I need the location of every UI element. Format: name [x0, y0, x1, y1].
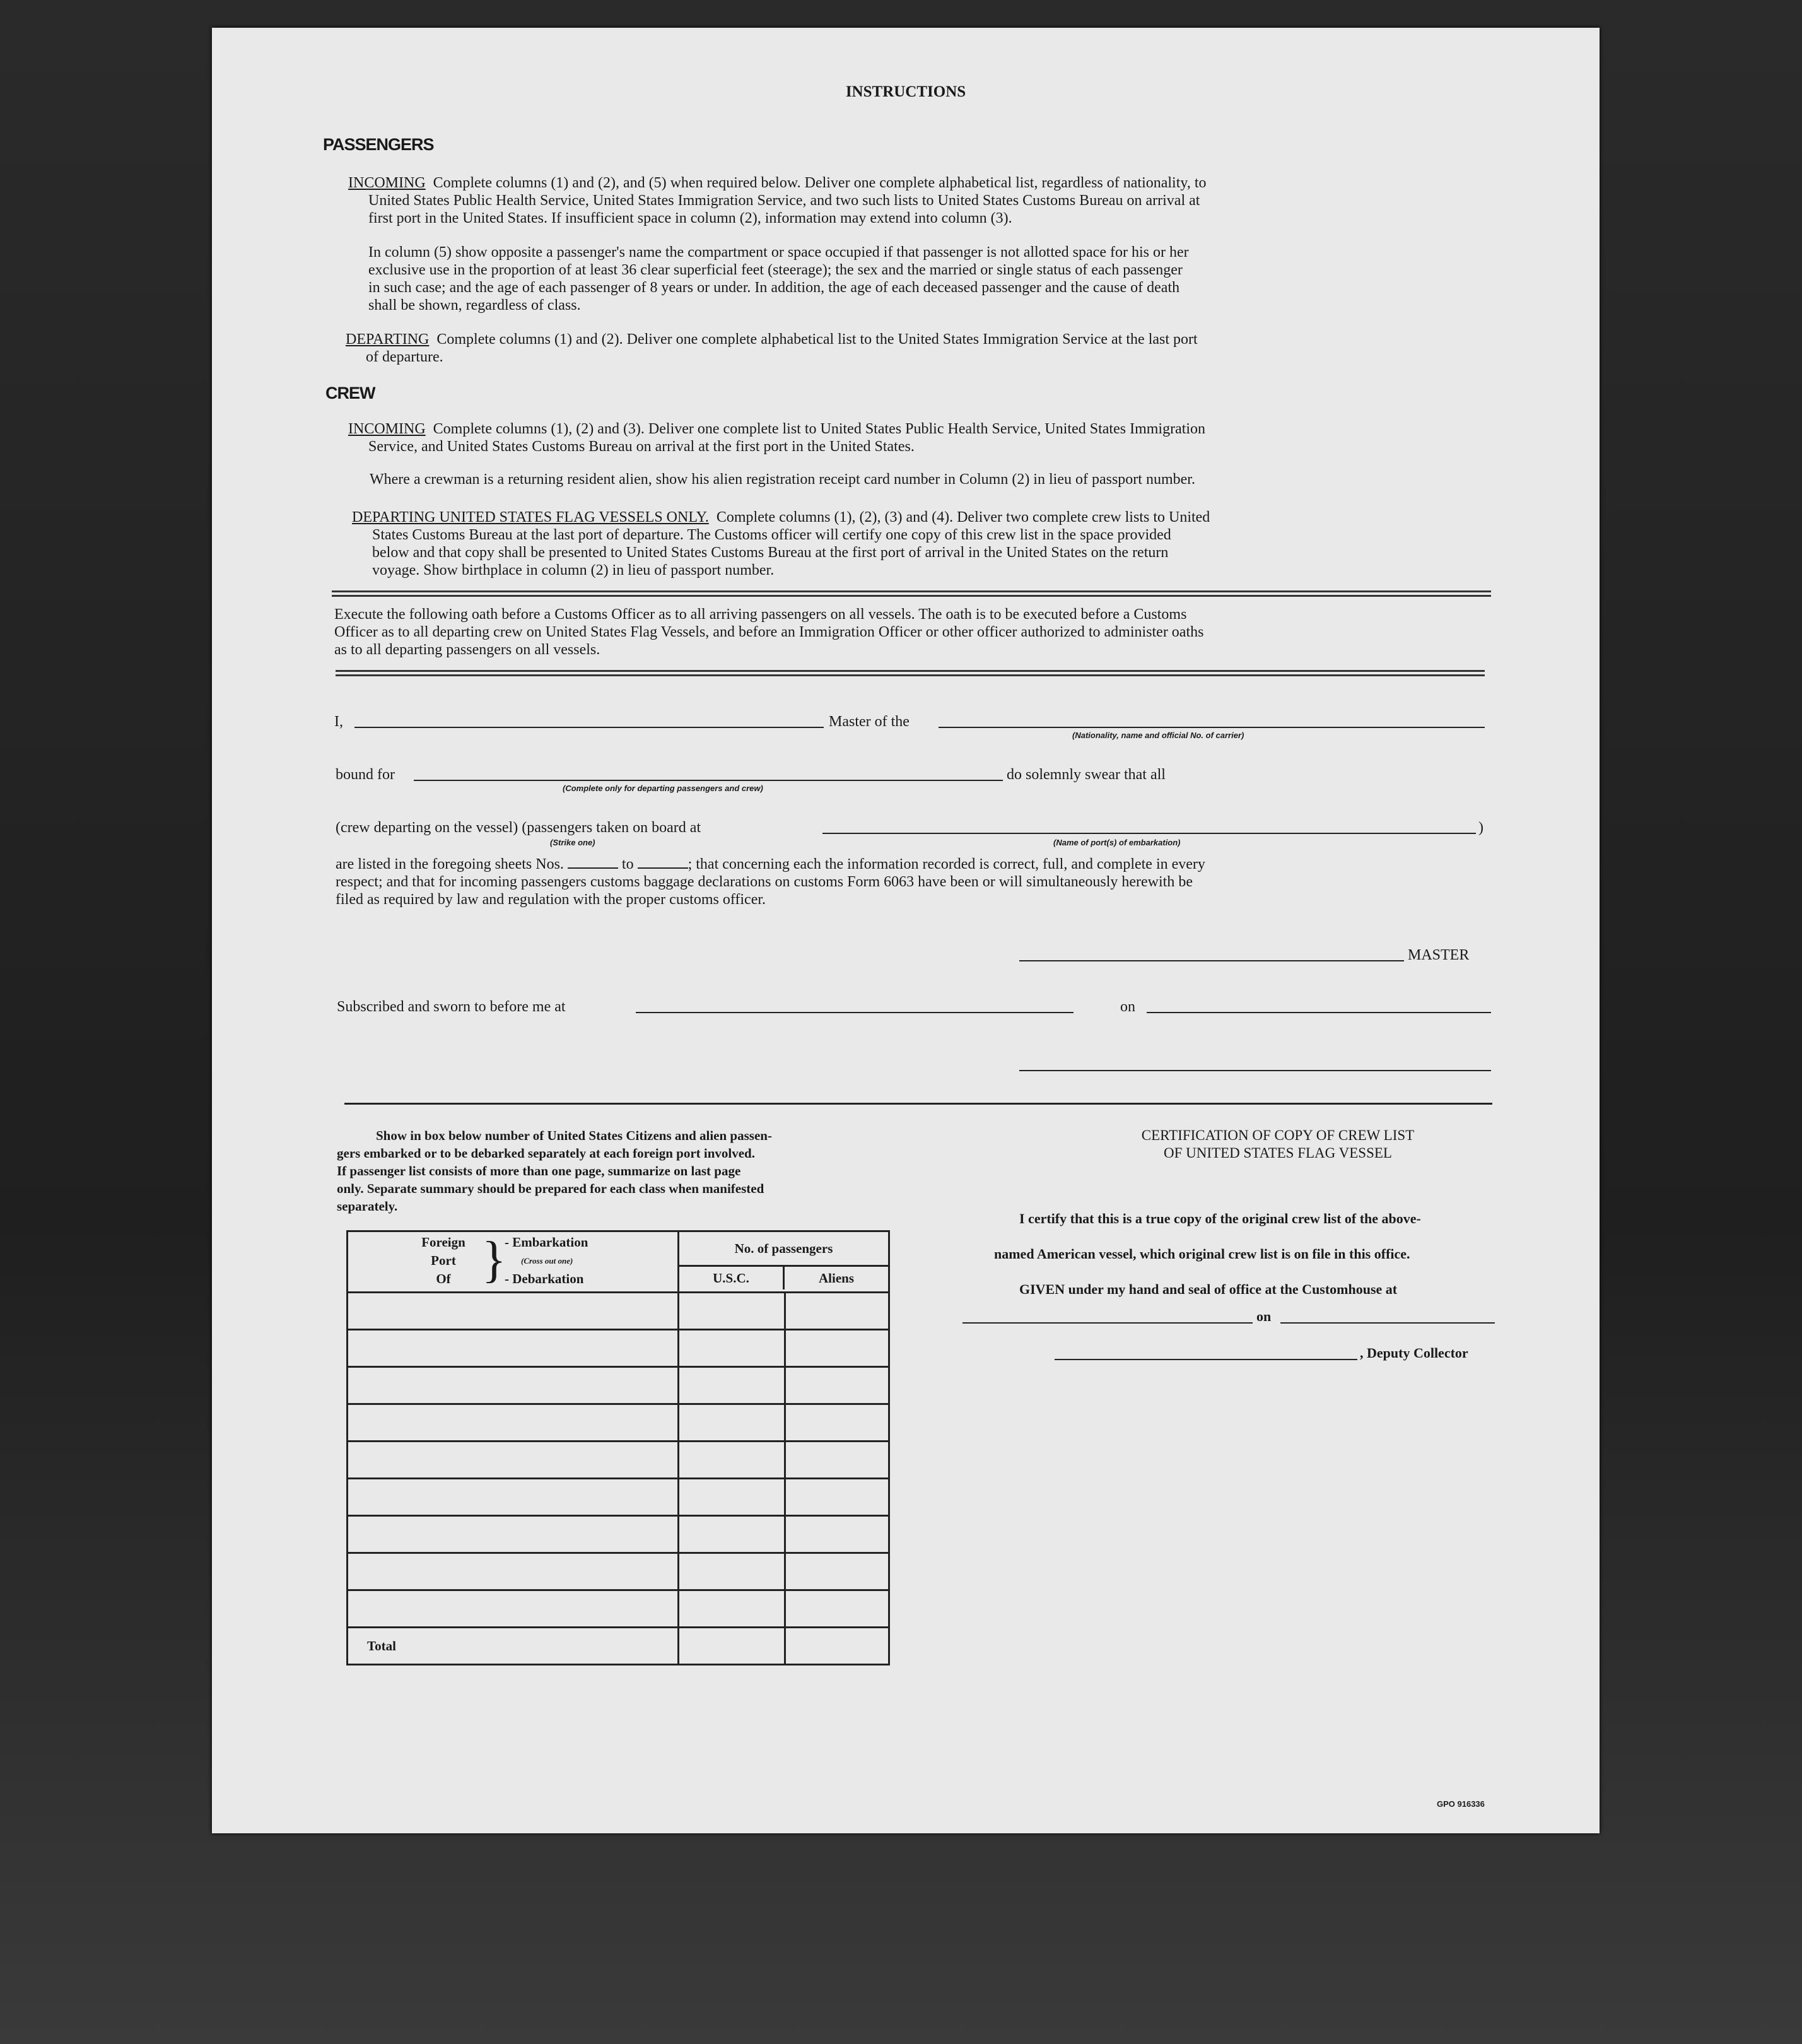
- certification-line-1: I certify that this is a true copy of the original crew list of the above-: [1019, 1211, 1421, 1226]
- sworn-on-label: on: [1120, 999, 1135, 1015]
- passengers-count-header: [679, 1231, 889, 1293]
- oath-i: I,: [334, 714, 343, 730]
- aliens-cell[interactable]: [785, 1553, 889, 1590]
- master-label: MASTER: [1408, 947, 1470, 963]
- crew-flag-vessels: [352, 508, 1525, 579]
- table-row: [348, 1479, 889, 1516]
- listed-paragraph: [336, 855, 1521, 908]
- table-row: [348, 1404, 889, 1442]
- crew-flag-text-3: below and that copy shall be presented to United States Customs Bureau at the first port of arrival in the United States on the return: [372, 544, 1169, 561]
- port-hint: (Name of port(s) of embarkation): [1053, 838, 1181, 847]
- brace-glyph: }: [482, 1232, 506, 1288]
- crew-flag-text-4: voyage. Show birthplace in column (2) in lieu of passport number.: [372, 562, 775, 579]
- passengers-incoming-text-1: Complete columns (1) and (2), and (5) when required below. Deliver one complete alphabetical list, regardless of nationality, to: [433, 175, 1207, 191]
- crew-incoming-text-2: Service, and United States Customs Bureau on arrival at the first port in the United States.: [368, 438, 915, 455]
- aliens-label: Aliens: [818, 1271, 854, 1286]
- crew-departing-label: (crew departing on the vessel) (passengers taken on board at: [336, 819, 701, 836]
- port-cell[interactable]: [348, 1516, 679, 1553]
- summary-text-5: separately.: [337, 1199, 398, 1214]
- passengers-heading: PASSENGERS: [323, 135, 434, 154]
- certification-line-3: GIVEN under my hand and seal of office at the Customhouse at: [1019, 1281, 1398, 1297]
- certification-title-1: CERTIFICATION OF COPY OF CREW LIST: [1141, 1127, 1415, 1143]
- cross-out-label: (Cross out one): [521, 1256, 573, 1266]
- aliens-cell[interactable]: [785, 1293, 889, 1330]
- bound-for-hint: (Complete only for departing passengers and crew): [563, 784, 763, 793]
- usc-total-cell[interactable]: [679, 1628, 785, 1665]
- usc-cell[interactable]: [679, 1404, 785, 1442]
- oath-instructions: [334, 606, 1520, 659]
- form-page: [212, 28, 1600, 1833]
- passengers-departing-label: DEPARTING: [346, 331, 430, 348]
- aliens-cell[interactable]: [785, 1516, 889, 1553]
- crew-resident-alien: Where a crewman is a returning resident alien, show his alien registration receipt card number in Column (2) in lieu of passport number.: [370, 471, 1195, 488]
- usc-cell[interactable]: [679, 1553, 785, 1590]
- table-row: [348, 1442, 889, 1479]
- passengers-departing: [346, 331, 1519, 366]
- certification-on: on: [1256, 1308, 1272, 1324]
- total-label: Total: [348, 1628, 679, 1665]
- certification-date-field[interactable]: [1280, 1322, 1495, 1324]
- table-row: [348, 1330, 889, 1367]
- port-cell[interactable]: [348, 1442, 679, 1479]
- carrier-hint: (Nationality, name and official No. of carrier): [1072, 731, 1244, 740]
- summary-text-1: Show in box below number of United States Citizens and alien passen-: [376, 1128, 772, 1143]
- page-title: INSTRUCTIONS: [845, 83, 966, 100]
- aliens-cell[interactable]: [785, 1442, 889, 1479]
- carrier-field[interactable]: [939, 727, 1485, 728]
- foreign-port-header: [348, 1231, 679, 1293]
- column5-text-1: In column (5) show opposite a passenger's name the compartment or space occupied if that passenger is not allotted space for his or her: [368, 244, 1189, 261]
- swear-label: do solemnly swear that all: [1007, 766, 1166, 783]
- listed-text-3: filed as required by law and regulation with the proper customs officer.: [336, 891, 766, 908]
- passengers-departing-text-2: of departure.: [366, 349, 443, 365]
- passengers-column5: [368, 244, 1529, 314]
- crew-flag-text-1: Complete columns (1), (2), (3) and (4). Deliver two complete crew lists to United: [716, 509, 1210, 526]
- summary-instructions: [337, 1127, 892, 1215]
- table-row: [348, 1516, 889, 1553]
- usc-cell[interactable]: [679, 1479, 785, 1516]
- port-cell[interactable]: [348, 1553, 679, 1590]
- aliens-total-cell[interactable]: [785, 1628, 889, 1665]
- oath-instructions-3: as to all departing passengers on all vessels.: [334, 642, 600, 658]
- debarkation-label: - Debarkation: [505, 1271, 584, 1286]
- of-label: Of: [436, 1271, 451, 1286]
- crew-incoming-text-1: Complete columns (1), (2) and (3). Deliver one complete list to United States Public Health Service, United States Immigration: [433, 421, 1206, 437]
- port-cell[interactable]: [348, 1404, 679, 1442]
- certification-line-2: named American vessel, which original crew list is on file in this office.: [994, 1246, 1410, 1262]
- table-row: [348, 1590, 889, 1628]
- column5-text-3: in such case; and the age of each passenger of 8 years or under. In addition, the age of each deceased passenger and the cause of death: [368, 279, 1180, 296]
- passengers-incoming-label: INCOMING: [348, 175, 426, 191]
- total-row: [348, 1628, 889, 1665]
- port-cell[interactable]: [348, 1367, 679, 1404]
- port-cell[interactable]: [348, 1590, 679, 1628]
- bound-for-field[interactable]: [414, 780, 1003, 781]
- table-row: [348, 1293, 889, 1330]
- embarkation-port-field[interactable]: [822, 833, 1476, 834]
- sheet-to-field[interactable]: [638, 867, 688, 869]
- sworn-date-field[interactable]: [1147, 1012, 1491, 1013]
- no-passengers-label: No. of passengers: [679, 1232, 888, 1267]
- passengers-incoming-text-2: United States Public Health Service, United States Immigration Service, and two such lists to United States Customs Bureau on arrival at: [368, 192, 1200, 209]
- column5-text-4: shall be shown, regardless of class.: [368, 297, 581, 314]
- bound-for-label: bound for: [336, 766, 395, 783]
- oath-instructions-1: Execute the following oath before a Customs Officer as to all arriving passengers on all vessels. The oath is to be executed before a Customs: [334, 606, 1187, 623]
- crew-incoming: [348, 420, 1521, 455]
- crew-flag-label: DEPARTING UNITED STATES FLAG VESSELS ONLY.: [352, 509, 709, 526]
- usc-cell[interactable]: [679, 1330, 785, 1367]
- aliens-cell[interactable]: [785, 1590, 889, 1628]
- gpo-number: GPO 916336: [1437, 1799, 1485, 1809]
- usc-cell[interactable]: [679, 1590, 785, 1628]
- deputy-collector-label: , Deputy Collector: [1360, 1345, 1468, 1361]
- divider-1: [332, 590, 1491, 597]
- usc-cell[interactable]: [679, 1442, 785, 1479]
- summary-text-2: gers embarked or to be debarked separately at each foreign port involved.: [337, 1146, 755, 1161]
- listed-text-a: are listed in the foregoing sheets Nos.: [336, 856, 564, 872]
- port-cell[interactable]: [348, 1330, 679, 1367]
- listed-text-2: respect; and that for incoming passengers customs baggage declarations on customs Form 6063 have been or will simultaneously herewith be: [336, 874, 1193, 890]
- aliens-cell[interactable]: [785, 1404, 889, 1442]
- master-of-label: Master of the: [829, 714, 910, 730]
- summary-text-3: If passenger list consists of more than one page, summarize on last page: [337, 1163, 741, 1178]
- foreign-label: Foreign: [421, 1235, 465, 1250]
- certification-title-2: OF UNITED STATES FLAG VESSEL: [1164, 1145, 1392, 1161]
- deputy-signature-field[interactable]: [1055, 1359, 1357, 1360]
- sworn-place-field[interactable]: [636, 1012, 1074, 1013]
- aliens-cell[interactable]: [785, 1330, 889, 1367]
- summary-text-4: only. Separate summary should be prepared for each class when manifested: [337, 1181, 764, 1196]
- usc-cell[interactable]: [679, 1293, 785, 1330]
- table-row: [348, 1553, 889, 1590]
- sheet-from-field[interactable]: [568, 867, 618, 869]
- table-header-row: [348, 1231, 889, 1293]
- embarkation-label: - Embarkation: [505, 1235, 588, 1250]
- passengers-incoming-text-3: first port in the United States. If insufficient space in column (2), information may extend into column (3).: [368, 210, 1012, 226]
- usc-cell[interactable]: [679, 1516, 785, 1553]
- divider-3: [344, 1103, 1492, 1105]
- oath-instructions-2: Officer as to all departing crew on United States Flag Vessels, and before an Immigration Officer or other officer authorized to administer oaths: [334, 624, 1204, 640]
- passengers-incoming: [348, 174, 1521, 227]
- divider-2: [336, 670, 1485, 676]
- passenger-summary-table: [346, 1230, 890, 1665]
- strike-hint: (Strike one): [550, 838, 595, 847]
- column5-text-2: exclusive use in the proportion of at least 36 clear superficial feet (steerage); the sex and the married or single status of each passenger: [368, 262, 1183, 278]
- subscribed-label: Subscribed and sworn to before me at: [337, 999, 566, 1015]
- officer-signature-field[interactable]: [1019, 1070, 1491, 1071]
- aliens-cell[interactable]: [785, 1479, 889, 1516]
- listed-text-b: ; that concerning each the information recorded is correct, full, and complete in every: [687, 856, 1205, 872]
- certification-title: [1000, 1127, 1555, 1162]
- aliens-cell[interactable]: [785, 1367, 889, 1404]
- master-name-field[interactable]: [354, 727, 824, 728]
- port-cell[interactable]: [348, 1479, 679, 1516]
- crew-flag-text-2: States Customs Bureau at the last port of departure. The Customs officer will certify one copy of this crew list in the space provided: [372, 527, 1171, 543]
- passengers-departing-text-1: Complete columns (1) and (2). Deliver one complete alphabetical list to the United States Immigration Service at the last port: [436, 331, 1198, 348]
- port-cell[interactable]: [348, 1293, 679, 1330]
- listed-to: to: [621, 856, 634, 872]
- close-paren: ): [1478, 819, 1483, 836]
- certification-text: [994, 1201, 1587, 1307]
- port-label: Port: [431, 1253, 456, 1268]
- crew-heading: CREW: [325, 384, 375, 402]
- customhouse-field[interactable]: [962, 1322, 1253, 1324]
- master-signature-field[interactable]: [1019, 960, 1404, 961]
- crew-incoming-label: INCOMING: [348, 421, 426, 437]
- usc-label: U.S.C.: [679, 1267, 785, 1289]
- table-row: [348, 1367, 889, 1404]
- usc-cell[interactable]: [679, 1367, 785, 1404]
